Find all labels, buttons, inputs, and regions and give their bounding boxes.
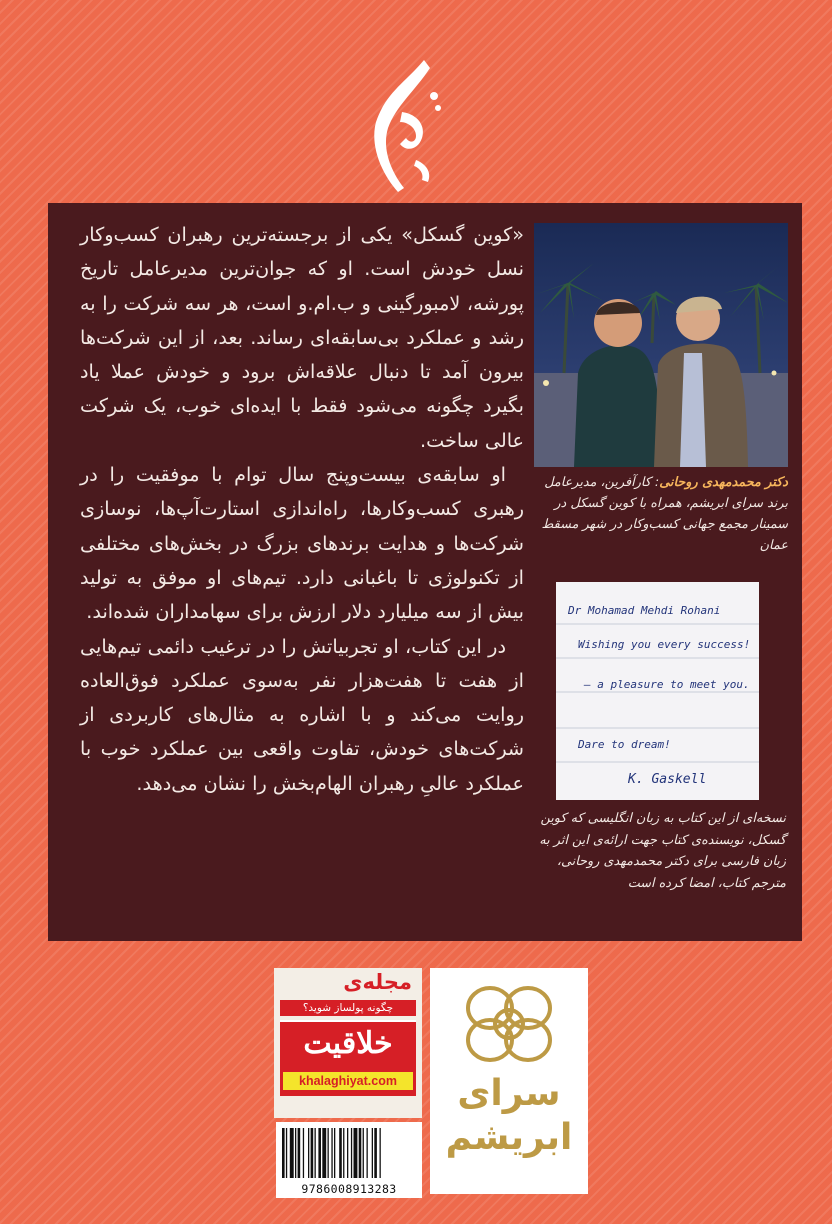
publisher-name-line-2: ابریشم: [445, 1117, 573, 1158]
barcode-bar: [311, 1128, 314, 1178]
barcode-bar: [315, 1128, 316, 1178]
barcode-bar: [372, 1128, 373, 1178]
note-line-3: — a pleasure to meet you.: [584, 678, 750, 691]
magazine-badge: [274, 968, 422, 1118]
book-description: [80, 218, 524, 801]
publisher-name: [430, 1072, 588, 1160]
barcode-bar: [286, 1128, 287, 1178]
barcode-bar: [343, 1128, 344, 1178]
barcode-bar: [351, 1128, 352, 1178]
note-signature: K. Gaskell: [628, 772, 707, 787]
author-photo: [534, 223, 788, 467]
note-caption: نسخه‌ای از این کتاب به زبان انگلیسی که کوین گسکل، نویسنده‌ی کتاب جهت ارائه‌ی این اثر به زبان فارسی برای دکتر محمدمهدی روحانی، مترجم کتاب، امضا کرده است: [539, 811, 786, 891]
barcode-bar: [380, 1128, 381, 1178]
publisher-name-line-1: سرای: [457, 1073, 561, 1114]
magazine-name: خلاقیت: [303, 1026, 393, 1061]
barcode-bar: [347, 1128, 348, 1178]
barcode-bar: [322, 1128, 326, 1178]
photo-caption-name: دکتر محمدمهدی روحانی: [659, 475, 788, 490]
signed-note: [556, 582, 759, 800]
barcode-bar: [331, 1128, 332, 1178]
note-line-2: Wishing you every success!: [578, 638, 751, 651]
barcode-bar: [308, 1128, 309, 1178]
barcode-bar: [318, 1128, 321, 1178]
barcode-bar: [359, 1128, 362, 1178]
barcode-bars: [276, 1126, 422, 1182]
photo-caption-text: : کارآفرین، مدیرعامل برند سرای ابریشم، همراه با کوین گسکل در سمینار مجمع جهانی کسب‌وکار در شهر مسقط عمان: [541, 475, 788, 553]
magazine-url: khalaghiyat.com: [283, 1072, 413, 1090]
magazine-title: مجله‌ی: [343, 970, 412, 994]
description-paragraph-2: او سابقه‌ی بیست‌وپنج سال توام با موفقیت را در رهبری کسب‌وکارها، راه‌اندازی استارت‌آپ‌ها، نوسازی شرکت‌ها و هدایت برندهای بزرگ در بخش‌های مختلفی از تکنولوژی تا باغبانی دارد. تیم‌های او موفق به تولید بیش از سه میلیارد دلار ارزش برای سهامداران شده‌اند.: [80, 463, 524, 624]
barcode-bar: [334, 1128, 335, 1178]
silk-knot-icon: [430, 974, 588, 1074]
isbn-barcode: [276, 1122, 422, 1198]
barcode-bar: [363, 1128, 364, 1178]
note-line-4: Dare to dream!: [578, 738, 671, 751]
barcode-bar: [303, 1128, 304, 1178]
description-paragraph-1: «کوین گسکل» یکی از برجسته‌ترین رهبران کسب‌وکار نسل خودش است. او که جوان‌ترین مدیرعامل تاریخ پورشه، لامبورگینی و ب.ام.و است، هر سه شرکت را به رشد و عملکرد بی‌سابقه‌ای رساند. بعد، از این شرکت‌ها بیرون آمد تا دنبال علاقه‌اش برود و خودش عملا یاد بگیرد چگونه می‌شود فقط با ایده‌ای خوب، یک شرکت عالی ساخت.: [80, 223, 524, 452]
barcode-bar: [298, 1128, 301, 1178]
isbn-number: 9786008913283: [301, 1182, 397, 1196]
description-paragraph-3: در این کتاب، او تجربیاتش را در ترغیب دائمی تیم‌هایی از هفت تا هفت‌هزار نفر به‌سوی عملکرد فوق‌العاده روایت می‌کند و با اشاره به مثال‌های کاربردی از شرکت‌های خودش، تفاوت واقعی بین عملکرد خوب با عملکرد عالیِ رهبران الهام‌بخش را نشان می‌دهد.: [80, 634, 524, 795]
barcode-bar: [374, 1128, 377, 1178]
photo-caption: [534, 472, 788, 556]
barcode-bar: [354, 1128, 358, 1178]
publisher-logo-top: [346, 52, 446, 202]
barcode-bar: [290, 1128, 294, 1178]
barcode-bar: [367, 1128, 368, 1178]
publisher-logo: [430, 968, 588, 1194]
calligraphy-logo-icon: [346, 52, 446, 202]
barcode-bar: [339, 1128, 342, 1178]
magazine-subtitle: چگونه پولساز شوید؟: [280, 1000, 416, 1016]
barcode-bar: [282, 1128, 285, 1178]
magazine-logo: [280, 1020, 416, 1096]
barcode-bar: [295, 1128, 296, 1178]
note-line-1: Dr Mohamad Mehdi Rohani: [568, 604, 721, 617]
barcode-bar: [328, 1128, 329, 1178]
